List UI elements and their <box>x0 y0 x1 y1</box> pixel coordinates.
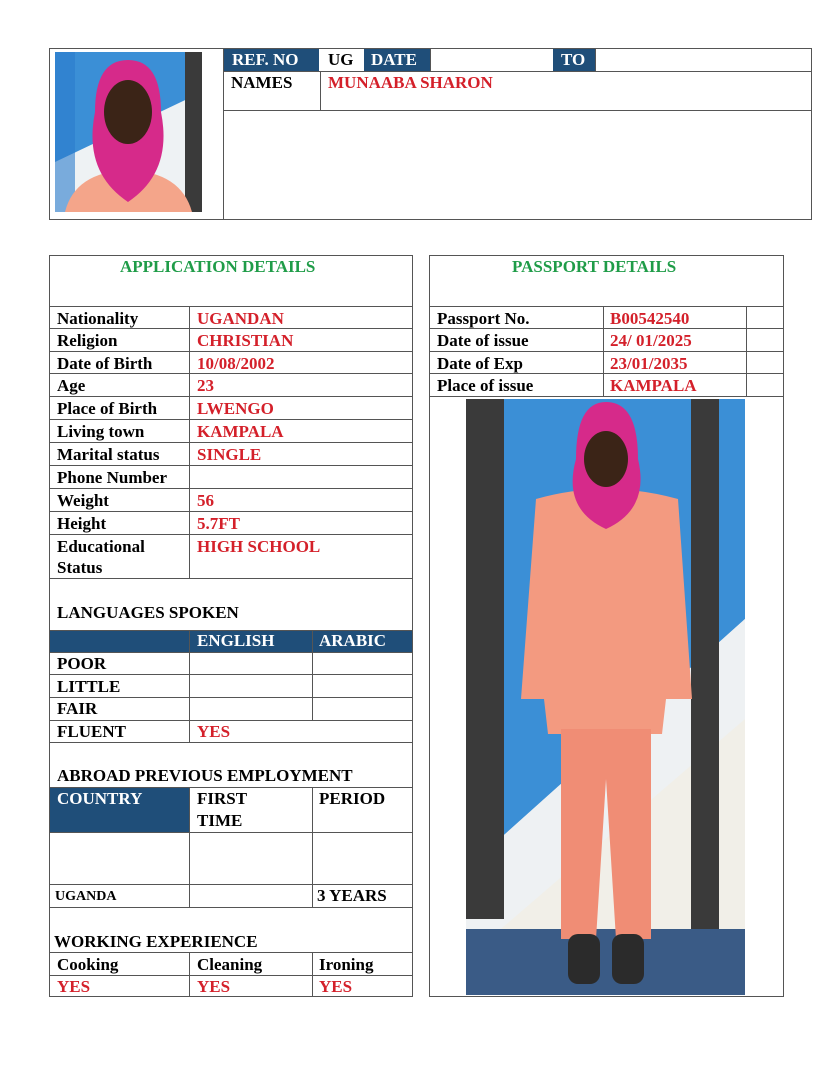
employment-title: ABROAD PREVIOUS EMPLOYMENT <box>57 766 353 785</box>
date-of-exp-value: 23/01/2035 <box>610 354 688 373</box>
to-label-cell <box>553 49 595 71</box>
names-label: NAMES <box>231 73 293 92</box>
employment-country-header <box>50 788 189 832</box>
age-value: 23 <box>197 376 214 395</box>
experience-value-cleaning: YES <box>197 977 231 996</box>
place-of-birth-label: Place of Birth <box>57 399 158 418</box>
education-label-line1: Educational <box>57 537 145 556</box>
language-level-fair: FAIR <box>57 699 98 718</box>
employment-col-first-line2: TIME <box>197 811 243 830</box>
employment-col-period: PERIOD <box>319 789 386 808</box>
education-value: HIGH SCHOOL <box>197 537 321 556</box>
experience-skill-cooking: Cooking <box>57 955 119 974</box>
ref-no-value: UG <box>328 50 354 69</box>
language-level-fluent: FLUENT <box>57 722 126 741</box>
language-col-english: ENGLISH <box>197 631 275 650</box>
marital-status-value: SINGLE <box>197 445 262 464</box>
age-label: Age <box>57 376 86 395</box>
passport-no-value: B00542540 <box>610 309 690 328</box>
weight-value: 56 <box>197 491 214 510</box>
experience-value-cooking: YES <box>57 977 91 996</box>
date-label: DATE <box>371 50 417 69</box>
date-of-birth-label: Date of Birth <box>57 354 153 373</box>
to-label: TO <box>561 50 586 69</box>
language-col-arabic: ARABIC <box>319 631 387 650</box>
full-body-photo <box>466 399 745 995</box>
employment-col-first-line1: FIRST <box>197 789 248 808</box>
marital-status-label: Marital status <box>57 445 160 464</box>
living-town-value: KAMPALA <box>197 422 284 441</box>
height-label: Height <box>57 514 107 533</box>
employment-country-value: UGANDA <box>55 889 117 904</box>
experience-skill-ironing: Ironing <box>319 955 374 974</box>
nationality-label: Nationality <box>57 309 139 328</box>
height-value: 5.7FT <box>197 514 240 533</box>
date-label-cell <box>364 49 430 71</box>
headshot-photo <box>55 52 202 212</box>
ref-no-label: REF. NO <box>232 50 299 69</box>
employment-period-value: 3 YEARS <box>317 886 387 905</box>
education-label-line2: Status <box>57 558 103 577</box>
names-value: MUNAABA SHARON <box>328 73 493 92</box>
passport-no-label: Passport No. <box>437 309 530 328</box>
phone-number-label: Phone Number <box>57 468 168 487</box>
weight-label: Weight <box>57 491 109 510</box>
place-of-issue-value: KAMPALA <box>610 376 697 395</box>
date-of-issue-value: 24/ 01/2025 <box>610 331 692 350</box>
language-level-poor: POOR <box>57 654 107 673</box>
language-english-fluent: YES <box>197 722 231 741</box>
place-of-issue-label: Place of issue <box>437 376 534 395</box>
nationality-value: UGANDAN <box>197 309 284 328</box>
full-body-photo-icon <box>466 399 745 995</box>
portrait-photo-icon <box>55 52 202 212</box>
ref-no-label-cell <box>224 49 319 71</box>
application-details-title: APPLICATION DETAILS <box>120 257 316 276</box>
experience-value-ironing: YES <box>319 977 353 996</box>
living-town-label: Living town <box>57 422 145 441</box>
experience-skill-cleaning: Cleaning <box>197 955 263 974</box>
experience-title: WORKING EXPERIENCE <box>54 932 258 951</box>
date-of-issue-label: Date of issue <box>437 331 529 350</box>
passport-details-title: PASSPORT DETAILS <box>512 257 677 276</box>
religion-label: Religion <box>57 331 118 350</box>
place-of-birth-value: LWENGO <box>197 399 274 418</box>
date-of-birth-value: 10/08/2002 <box>197 354 275 373</box>
date-of-exp-label: Date of Exp <box>437 354 523 373</box>
religion-value: CHRISTIAN <box>197 331 294 350</box>
language-level-little: LITTLE <box>57 677 121 696</box>
languages-title: LANGUAGES SPOKEN <box>57 603 239 622</box>
languages-header-row <box>50 630 412 652</box>
employment-col-country: COUNTRY <box>57 789 143 808</box>
